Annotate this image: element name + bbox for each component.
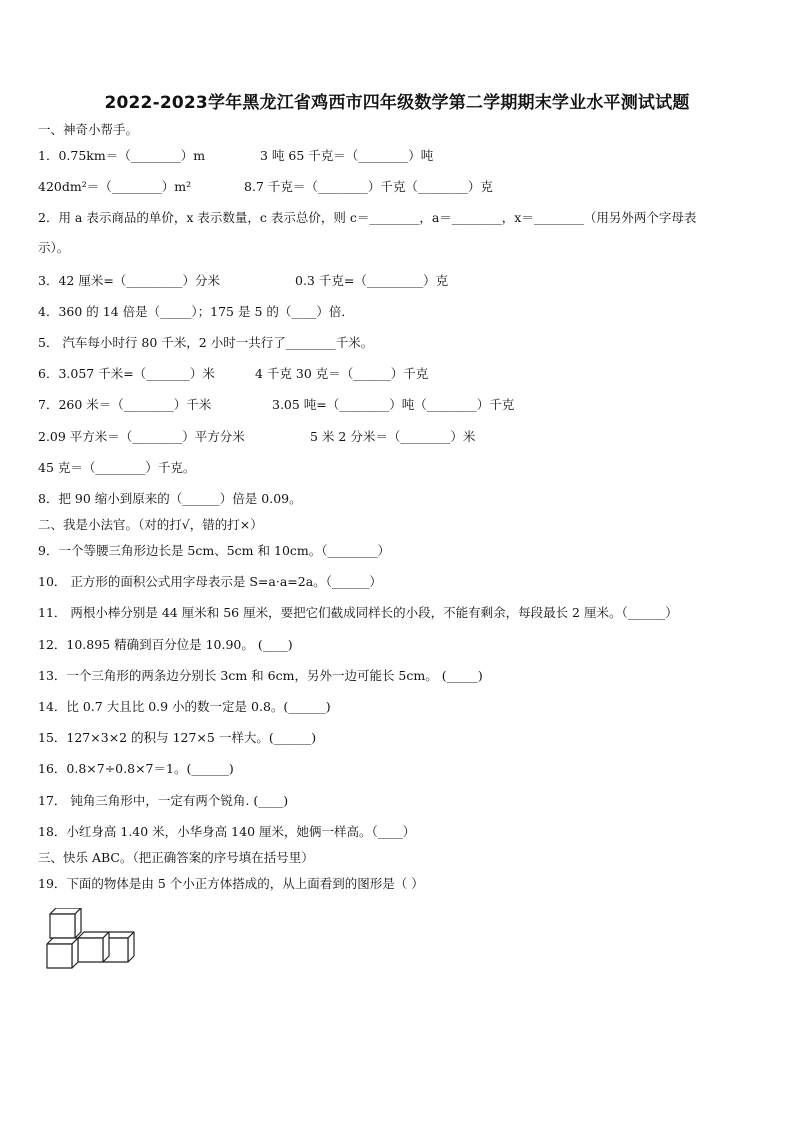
question-17: 17． 钝角三角形中，一定有两个锐角. (____) — [38, 793, 289, 808]
q1-part-c: 420dm²＝（________）m² — [38, 179, 192, 194]
question-2: 2．用 a 表示商品的单价，x 表示数量，c 表示总价，则 c＝________，a＝________，x＝________（用另外两个字母表 — [38, 210, 697, 225]
q6-part-a: 6．3.057 千米=（_______）米 — [38, 366, 215, 381]
question-5: 5． 汽车每小时行 80 千米，2 小时一共行了________千米。 — [38, 335, 374, 350]
page-title: 2022-2023学年黑龙江省鸡西市四年级数学第二学期期末学业水平测试试题 — [104, 93, 690, 113]
q7-part-a: 7．260 米＝（________）千米 — [38, 397, 212, 412]
q1-part-d: 8.7 千克＝（________）千克（________）克 — [244, 179, 493, 194]
question-7-row3: 45 克＝（________）千克。 — [38, 460, 196, 475]
q3-part-a: 3．42 厘米=（_________）分米 — [38, 273, 221, 288]
section-heading-3: 三、快乐 ABC。（把正确答案的序号填在括号里） — [38, 850, 314, 865]
question-1-row2 — [38, 177, 493, 195]
question-4: 4．360 的 14 倍是（_____）；175 是 5 的（____）倍． — [38, 304, 354, 319]
section-heading-2: 二、我是小法官。（对的打√，错的打×） — [38, 517, 263, 532]
q7-part-d: 5 米 2 分米＝（________）米 — [310, 429, 476, 444]
q6-part-b: 4 千克 30 克＝（______）千克 — [255, 366, 429, 381]
cube-top — [50, 908, 81, 938]
cube-middle — [78, 932, 109, 962]
question-15: 15．127×3×2 的积与 127×5 一样大。(______) — [38, 730, 317, 745]
cube-front — [47, 938, 78, 968]
q1-part-a: 1．0.75km＝（________）m — [38, 148, 206, 163]
question-16: 16．0.8×7÷0.8×7＝1。(______) — [38, 761, 234, 776]
question-19: 19．下面的物体是由 5 个小正方体搭成的，从上面看到的图形是（ ） — [38, 876, 424, 891]
question-7-row2 — [38, 427, 476, 445]
question-9: 9．一个等腰三角形边长是 5cm、5cm 和 10cm。（________） — [38, 543, 390, 558]
question-10: 10． 正方形的面积公式用字母表示是 S=a·a=2a。（______） — [38, 574, 382, 589]
question-12: 12．10.895 精确到百分位是 10.90。 (____) — [38, 637, 293, 652]
question-3 — [38, 271, 449, 289]
cube-stack-figure — [44, 908, 140, 980]
q1-part-b: 3 吨 65 千克＝（________）吨 — [260, 148, 434, 163]
q3-part-b: 0.3 千克=（_________）克 — [295, 273, 449, 288]
q7-part-c: 2.09 平方米＝（________）平方分米 — [38, 429, 245, 444]
section-heading-1: 一、神奇小帮手。 — [38, 122, 139, 137]
question-2-cont: 示）。 — [38, 240, 70, 255]
question-11: 11． 两根小棒分别是 44 厘米和 56 厘米，要把它们截成同样长的小段，不能有剩余，每段最长 2 厘米。（______） — [38, 605, 678, 620]
question-14: 14．比 0.7 大且比 0.9 小的数一定是 0.8。(______) — [38, 699, 331, 714]
question-1 — [38, 146, 434, 164]
question-7 — [38, 395, 515, 413]
q7-part-b: 3.05 吨=（________）吨（________）千克 — [272, 397, 515, 412]
question-18: 18．小红身高 1.40 米，小华身高 140 厘米，她俩一样高。（____） — [38, 824, 416, 839]
question-13: 13．一个三角形的两条边分别长 3cm 和 6cm，另外一边可能长 5cm。 (_____) — [38, 668, 483, 683]
question-8: 8．把 90 缩小到原来的（______）倍是 0.09。 — [38, 491, 302, 506]
question-6 — [38, 364, 429, 382]
